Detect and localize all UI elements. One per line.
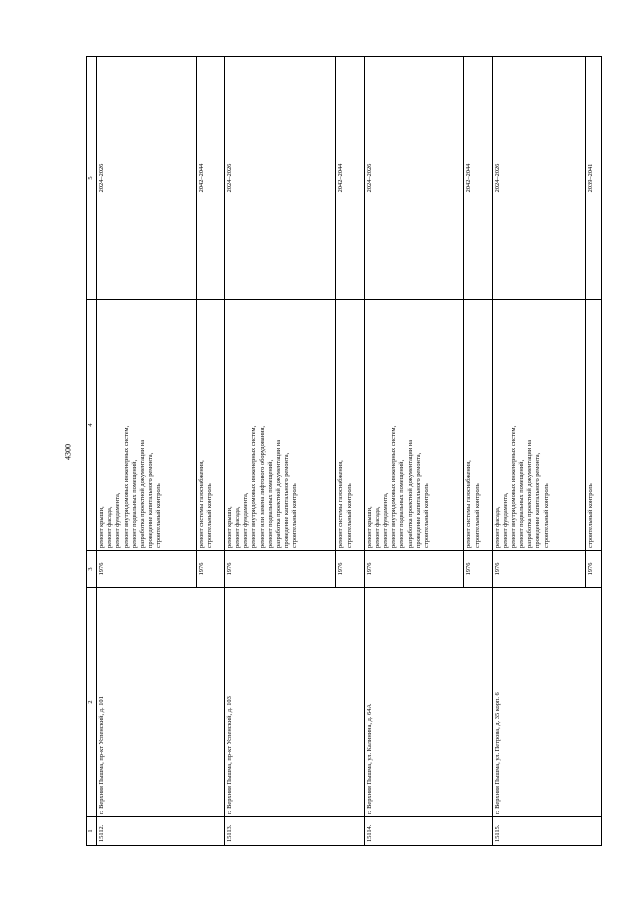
repair-work-item: ремонт фасада, <box>493 506 501 548</box>
table-row <box>97 57 197 846</box>
repair-work-item: строительный контроль <box>542 483 550 548</box>
repair-work-item: ремонт фасада, <box>234 506 242 548</box>
repair-work-item: проведение капитального ремонта, <box>147 452 155 548</box>
repair-work-item: ремонт крыши, <box>365 506 373 548</box>
repair-work-item: ремонт фундамента, <box>382 492 390 548</box>
repair-work-item: ремонт фундамента, <box>242 492 250 548</box>
repair-work-item: разработка проектной документации на <box>406 439 414 548</box>
repair-works <box>336 300 364 551</box>
table-row <box>224 57 336 846</box>
header-row <box>87 57 97 846</box>
repair-work-item: строительный контроль <box>345 483 353 548</box>
repair-works <box>585 300 601 551</box>
repair-work-item: строительный контроль <box>205 483 213 548</box>
repair-work-item: разработка проектной документации на <box>275 439 282 548</box>
repair-work-item: разработка проектной документации на <box>526 439 534 548</box>
row-number: 15115. <box>492 817 601 846</box>
repair-period: 2042–2044 <box>336 57 364 300</box>
repair-work-item: ремонт фасада, <box>106 506 114 548</box>
repair-works <box>492 300 585 551</box>
repair-work-item: ремонт системы газоснабжения, <box>337 460 345 548</box>
building-address: г. Верхняя Пышма, ул. Петрова, д. 35 корп. 6 <box>492 588 601 817</box>
repair-work-item: строительный контроль <box>473 483 481 548</box>
repair-work-item: проведение капитального ремонта, <box>414 452 422 548</box>
construction-year: 1976 <box>492 551 585 588</box>
repair-work-item: ремонт системы газоснабжения, <box>465 460 473 548</box>
header-col-5: 5 <box>87 57 97 300</box>
repair-work-item: ремонт подвальных помещений, <box>266 459 274 548</box>
header-col-4: 4 <box>87 300 97 551</box>
repair-work-item: строительный контроль <box>586 483 594 548</box>
building-address: г. Верхняя Пышма, пр-кт Успенский, д. 101 <box>97 588 225 817</box>
header-col-3: 3 <box>87 551 97 588</box>
repair-period: 2024–2026 <box>364 57 464 300</box>
repair-work-item: ремонт подвальных помещений, <box>398 459 406 548</box>
repair-period: 2024–2026 <box>97 57 197 300</box>
building-address: г. Верхняя Пышма, ул. Калинина, д. 64А <box>364 588 492 817</box>
capital-repair-table <box>86 56 602 846</box>
construction-year: 1976 <box>196 551 224 588</box>
repair-work-item: ремонт внутридомовых инженерных систем, <box>509 425 517 548</box>
repair-period: 2042–2044 <box>196 57 224 300</box>
table-wrapper <box>86 82 602 846</box>
repair-work-item: ремонт фасада, <box>373 506 381 548</box>
repair-works <box>364 300 464 551</box>
repair-work-item: проведение капитального ремонта, <box>534 452 542 548</box>
repair-work-item: ремонт внутридомовых инженерных систем, <box>250 425 258 548</box>
header-col-1: 1 <box>87 817 97 846</box>
header-col-2: 2 <box>87 588 97 817</box>
row-number: 15114. <box>364 817 492 846</box>
repair-period: 2039–2041 <box>585 57 601 300</box>
repair-work-item: ремонт внутридомовых инженерных систем, <box>390 425 398 548</box>
repair-period: 2024–2026 <box>492 57 585 300</box>
repair-work-item: ремонт системы газоснабжения, <box>197 460 205 548</box>
repair-work-item: строительный контроль <box>422 483 430 548</box>
repair-work-item: ремонт внутридомовых инженерных систем, <box>122 425 130 548</box>
repair-work-item: ремонт или замена лифтового оборудования, <box>258 425 266 548</box>
repair-work-item: ремонт крыши, <box>225 506 233 548</box>
repair-works <box>464 300 492 551</box>
repair-works <box>97 300 197 551</box>
repair-work-item: ремонт подвальных помещений, <box>518 459 526 548</box>
construction-year: 1976 <box>464 551 492 588</box>
construction-year: 1976 <box>364 551 464 588</box>
table-row <box>492 57 585 846</box>
repair-works <box>224 300 336 551</box>
row-number: 15112. <box>97 817 225 846</box>
building-address: г. Верхняя Пышма, пр-кт Успенский, д. 103 <box>224 588 364 817</box>
repair-work-item: строительный контроль <box>291 483 299 548</box>
row-number: 15113. <box>224 817 364 846</box>
repair-work-item: разработка проектной документации на <box>138 439 146 548</box>
repair-work-item: ремонт крыши, <box>98 506 105 548</box>
repair-works <box>196 300 224 551</box>
page-number: 4300 <box>63 444 73 460</box>
construction-year: 1976 <box>585 551 601 588</box>
construction-year: 1976 <box>97 551 197 588</box>
repair-period: 2042–2044 <box>464 57 492 300</box>
repair-work-item: ремонт фундамента, <box>501 492 509 548</box>
repair-work-item: ремонт подвальных помещений, <box>130 459 138 548</box>
repair-work-item: проведение капитального ремонта, <box>283 452 291 548</box>
table-row <box>364 57 464 846</box>
construction-year: 1976 <box>336 551 364 588</box>
table-body <box>97 57 602 846</box>
repair-period: 2024–2026 <box>224 57 336 300</box>
repair-work-item: строительный контроль <box>155 483 163 548</box>
construction-year: 1976 <box>224 551 336 588</box>
repair-work-item: ремонт фундамента, <box>114 492 122 548</box>
